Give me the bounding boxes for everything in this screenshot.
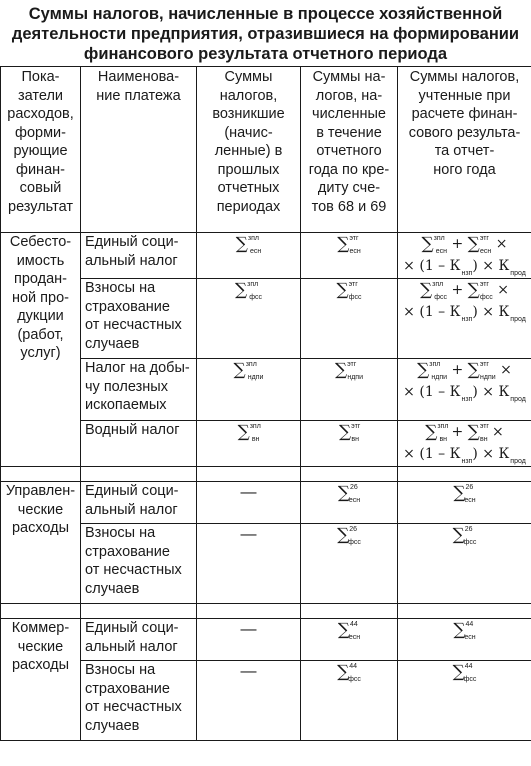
- spacer-row: [1, 604, 531, 619]
- formula-current: ∑этгфсс: [301, 279, 398, 359]
- spacer-row: [1, 467, 531, 482]
- payment-name: Налог на добы- чу полезных ископаемых: [81, 359, 197, 421]
- tax-table: [0, 66, 531, 741]
- formula-current: ∑26есн: [301, 482, 398, 524]
- header-indicators: Пока- затели расходов, форми- рующие финан- совый результат: [1, 67, 81, 233]
- category-cost-of-sales: Себесто- имость продан- ной про- дукции (работ, услуг): [1, 233, 81, 467]
- formula-prior: ∑зплфсс: [197, 279, 301, 359]
- formula-prior: ∑зплндпи: [197, 359, 301, 421]
- empty-dash: —: [197, 524, 301, 604]
- payment-name: Единый соци- альный налог: [81, 482, 197, 524]
- header-current-year: Суммы на- логов, на- численные в течение отчетного года по кре- диту сче- тов 68 и 69: [301, 67, 398, 233]
- table-row: [1, 359, 531, 421]
- formula-result: ∑зплесн + ∑этгесн × × (1 – Кнзп) × Кпрод: [398, 233, 531, 279]
- formula-result: ∑зплндпи + ∑этгндпи × × (1 – Кнзп) × Кпрод: [398, 359, 531, 421]
- table-row: [1, 279, 531, 359]
- formula-result: ∑44фсс: [398, 661, 531, 741]
- table-row: [1, 233, 531, 279]
- empty-dash: —: [197, 619, 301, 661]
- formula-prior: ∑зплвн: [197, 421, 301, 467]
- document-title: Суммы налогов, начисленные в процессе хозяйственной деятельности предприятия, отразившиеся на формировании финансового результата отчетного периода: [11, 5, 520, 63]
- formula-current: ∑этгвн: [301, 421, 398, 467]
- formula-current: ∑44фсс: [301, 661, 398, 741]
- category-commercial-expenses: Коммер- ческие расходы: [1, 619, 81, 741]
- header-row: [1, 67, 531, 233]
- empty-dash: —: [197, 661, 301, 741]
- payment-name: Единый соци- альный налог: [81, 619, 197, 661]
- table-row: [1, 524, 531, 604]
- payment-name: Взносы на страхование от несчастных случаев: [81, 279, 197, 359]
- formula-prior: ∑зплесн: [197, 233, 301, 279]
- payment-name: Единый соци- альный налог: [81, 233, 197, 279]
- table-row: [1, 482, 531, 524]
- category-admin-expenses: Управлен- ческие расходы: [1, 482, 81, 604]
- formula-result: ∑зплфсс + ∑этгфсс × × (1 – Кнзп) × Кпрод: [398, 279, 531, 359]
- formula-current: ∑этгесн: [301, 233, 398, 279]
- formula-result: ∑26фсс: [398, 524, 531, 604]
- formula-current: ∑44есн: [301, 619, 398, 661]
- empty-dash: —: [197, 482, 301, 524]
- payment-name: Взносы на страхование от несчастных случаев: [81, 661, 197, 741]
- formula-current: ∑этгндпи: [301, 359, 398, 421]
- table-row: [1, 421, 531, 467]
- formula-result: ∑зплвн + ∑этгвн × × (1 – Кнзп) × Кпрод: [398, 421, 531, 467]
- table-row: [1, 661, 531, 741]
- table-row: [1, 619, 531, 661]
- formula-current: ∑26фсс: [301, 524, 398, 604]
- header-payment-name: Наименова- ние платежа: [81, 67, 197, 233]
- header-prior-periods: Суммы налогов, возникшие (начис- ленные) в прошлых отчетных периодах: [197, 67, 301, 233]
- payment-name: Водный налог: [81, 421, 197, 467]
- header-financial-result: Суммы налогов, учтенные при расчете финан- сового результа- та отчет- ного года: [398, 67, 531, 233]
- payment-name: Взносы на страхование от несчастных случаев: [81, 524, 197, 604]
- formula-result: ∑26есн: [398, 482, 531, 524]
- formula-result: ∑44есн: [398, 619, 531, 661]
